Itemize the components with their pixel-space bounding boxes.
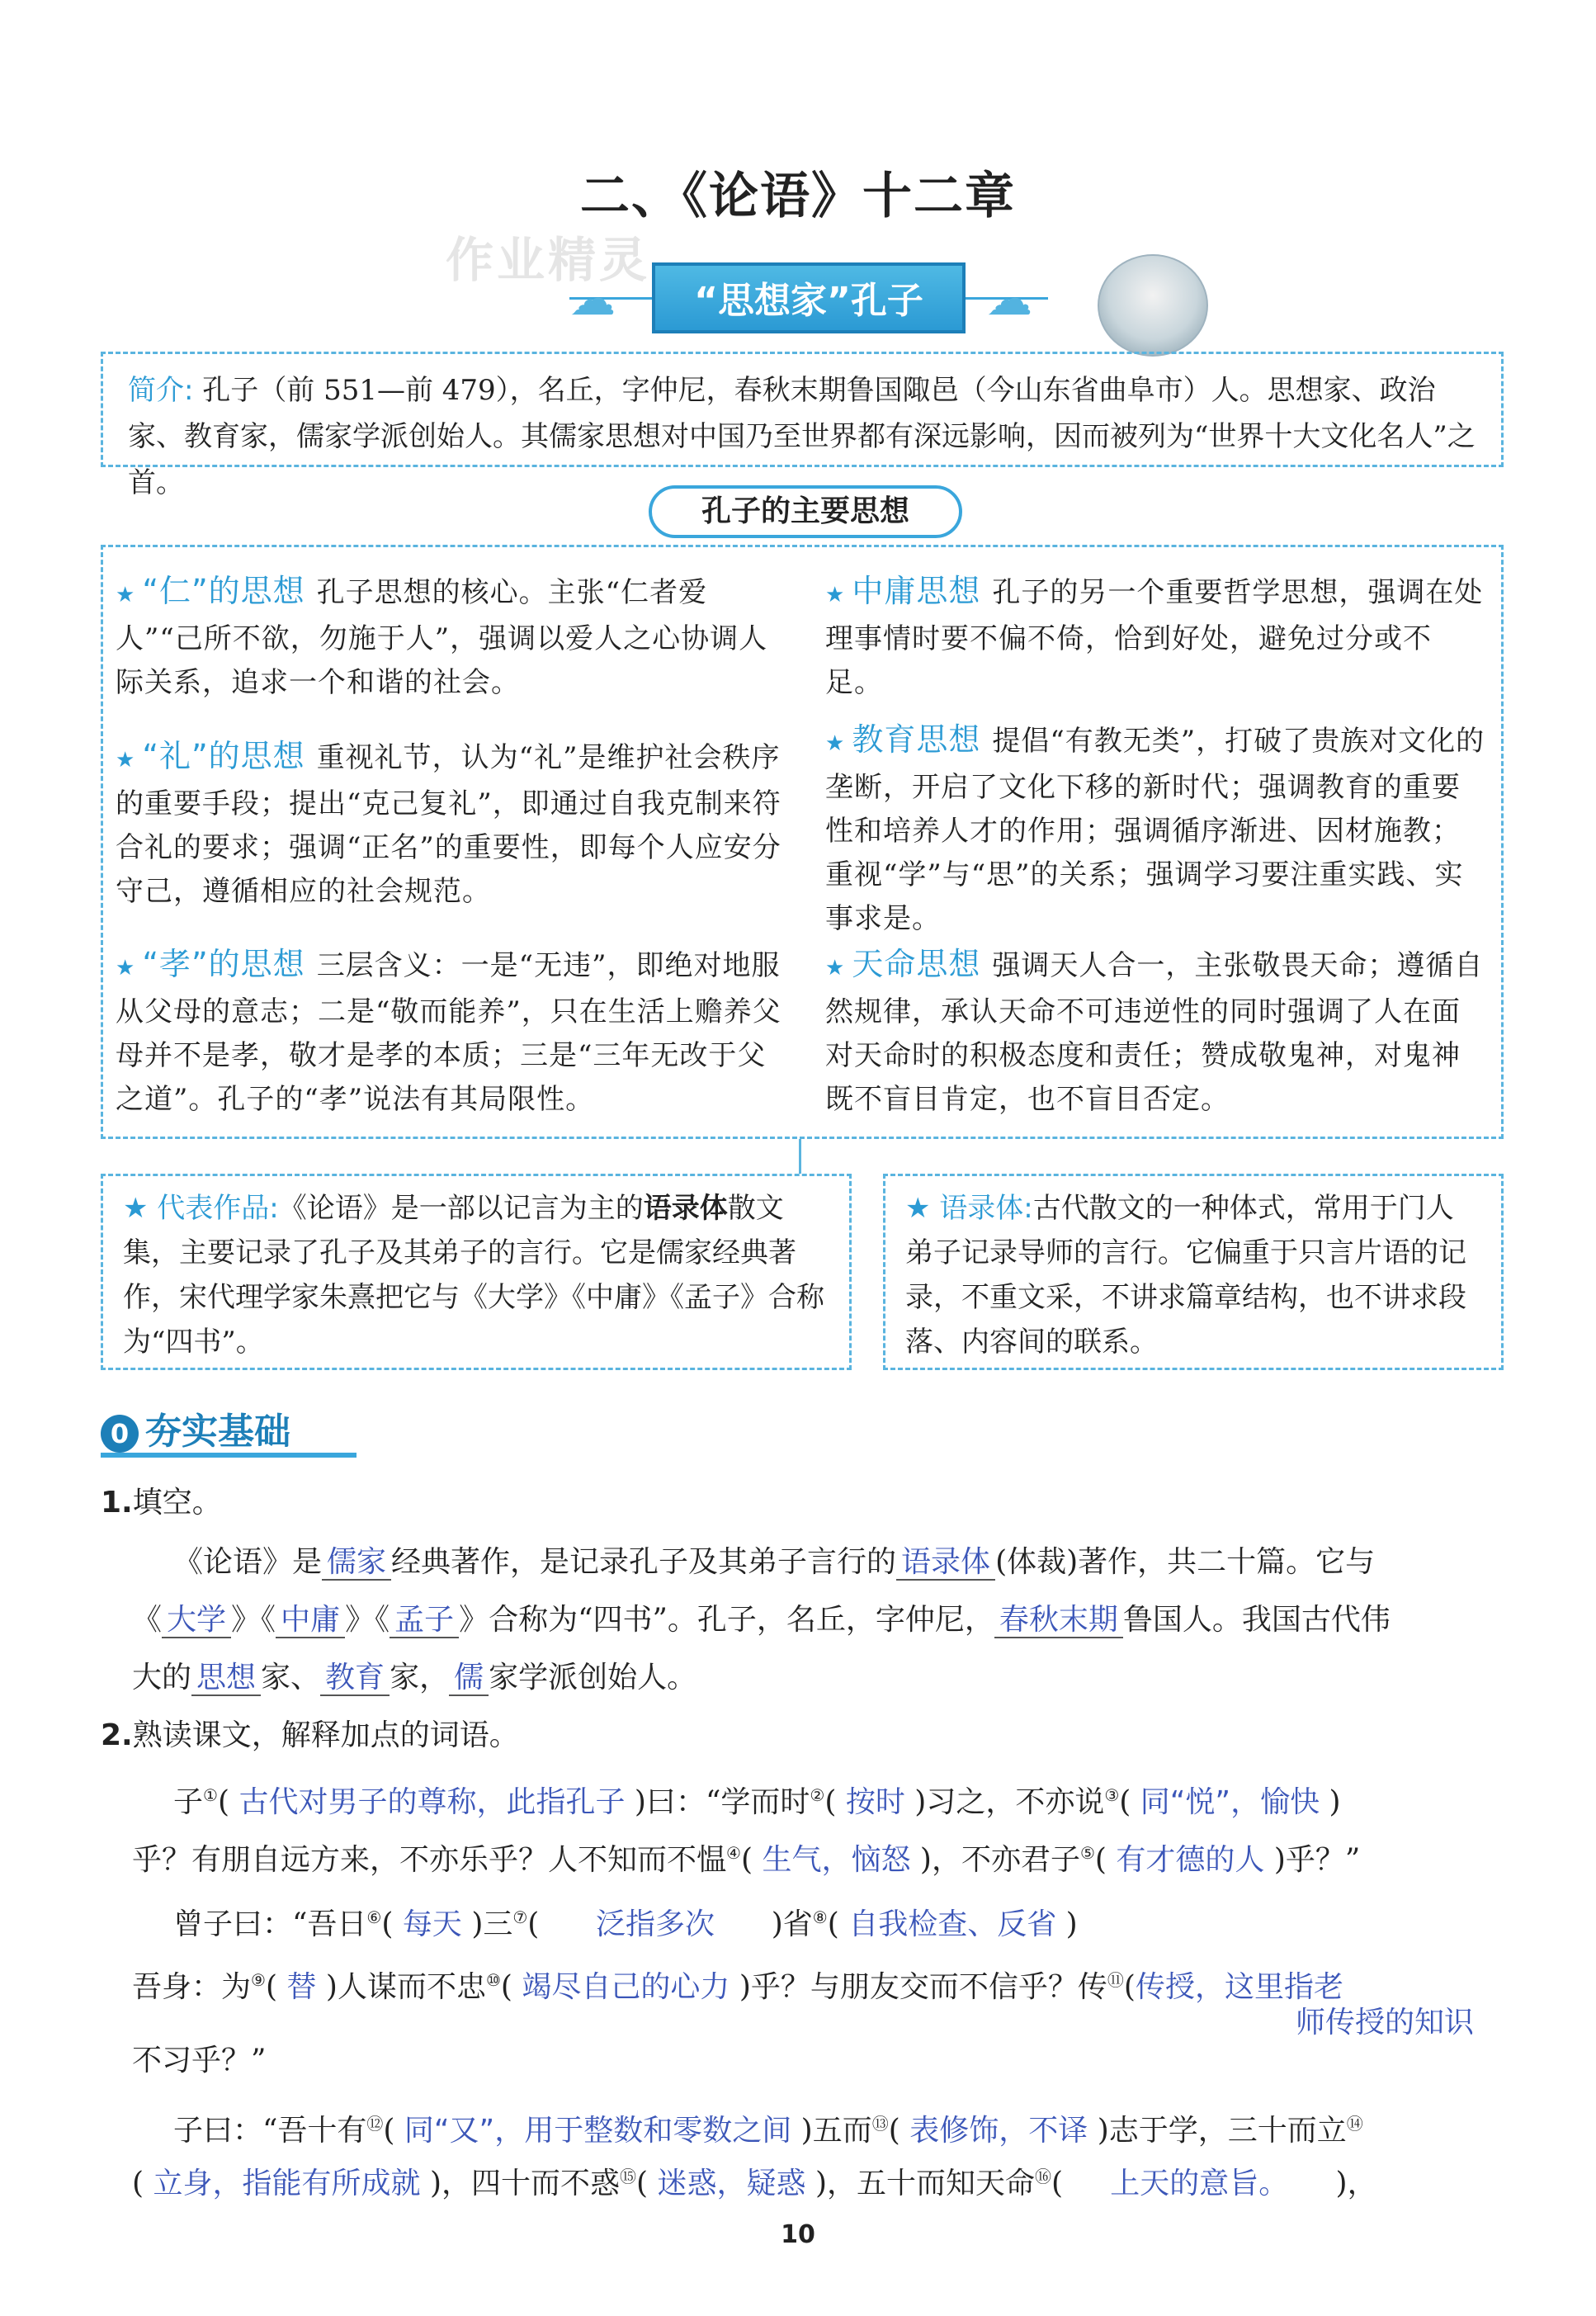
work-box [101,1174,852,1370]
star-icon: ★ [905,1192,931,1225]
text: 乎？有朋自远方来，不亦乐乎？人不知而不愠 [132,1843,727,1877]
answer-blank[interactable]: 思想 [191,1661,261,1696]
footnote-mark: ⑪ [1107,1970,1124,1990]
footnote-mark: ④ [726,1843,741,1863]
text: 曾子曰：“吾日 [173,1907,367,1941]
text: 子曰：“吾十有 [173,2114,367,2148]
q2-line-1: 子①( 古代对男子的尊称，此指孔子 )曰：“学而时②( 按时 )习之，不亦说③( 同“悦”，愉快 ) [173,1785,1341,1819]
text: 吾身：为 [132,1970,252,2004]
footnote-mark: ⑨ [251,1970,266,1990]
idea-head: “孝”的思想 [142,946,305,982]
idea-text: 强调天人合一，主张敬畏天命；遵循自然规律，承认天命不可违逆性的同时强调了人在面对天命时的积极态度和责任；赞成敬鬼神，对鬼神既不盲目肯定，也不盲目否定。 [825,949,1484,1116]
text: )习之，不亦说 [914,1785,1105,1819]
star-icon: ★ [116,583,136,607]
answer-text[interactable]: 迷惑，疑惑 [657,2167,806,2200]
star-icon: ★ [123,1192,149,1225]
section-number: 0 [101,1415,139,1453]
q2-line-2: 乎？有朋自远方来，不亦乐乎？人不知而不愠④( 生气，恼怒 )，不亦君子⑤( 有才德的人 )乎？” [132,1843,1361,1877]
idea-education [825,718,1485,941]
answer-text[interactable]: 泛指多次 [596,1907,715,1941]
text: 家学派创始人。 [489,1661,697,1694]
q2-line-4: 吾身：为⑨( 替 )人谋而不忠⑩( 竭尽自己的心力 )乎？与朋友交而不信乎？传⑪(传授，这里指老 [132,1970,1343,2004]
answer-blank[interactable]: 大学 [162,1603,231,1638]
q1-line-3 [132,1656,696,1700]
text: )三 [471,1907,513,1941]
cloud-right-icon: ☁ [986,272,1032,326]
question-number: 1. [101,1486,133,1520]
answer-text[interactable]: 竭尽自己的心力 [522,1970,730,2004]
idea-zhongyong [825,570,1485,705]
idea-head: “礼”的思想 [142,738,305,774]
answer-text[interactable]: 有才德的人 [1116,1843,1265,1877]
answer-text[interactable]: 生气，恼怒 [762,1843,911,1877]
answer-blank[interactable]: 儒家 [322,1545,391,1581]
q1-line-1 [173,1540,1375,1585]
intro-label: 简介: [128,374,194,407]
answer-blank[interactable]: 语录体 [896,1545,995,1581]
answer-text[interactable]: 同“悦”，愉快 [1140,1785,1320,1819]
q2-line-5 [1296,2001,1474,2045]
text: 《 [132,1603,163,1637]
text: 家， [390,1661,450,1694]
star-icon: ★ [116,956,136,981]
q1-line-2 [132,1598,1391,1642]
text: 鲁国人。我国古代伟 [1122,1603,1391,1637]
footnote-mark: ⑧ [812,1907,828,1927]
footnote-mark: ⑩ [485,1970,501,1990]
section-title: 夯实基础 [145,1411,290,1453]
footnote-mark: ③ [1104,1785,1120,1805]
text: )乎？与朋友交而不信乎？传 [739,1970,1107,2004]
footnote-mark: ⑫ [366,2114,384,2134]
question-1-title [101,1481,222,1525]
text: 《论语》是 [173,1545,323,1579]
star-icon: ★ [825,731,846,756]
text: 》《 [345,1603,390,1637]
text: (体裁)著作，共二十篇。它与 [995,1545,1376,1579]
work-text-post: 散文集，主要记录了孔子及其弟子的言行。它是儒家经典著作，宋代理学家朱熹把它与《大学》《中庸》《孟子》合称为“四书”。 [123,1192,824,1359]
answer-text[interactable]: 师传授的知识 [1296,2006,1475,2039]
text: )， [1335,2167,1377,2200]
answer-blank[interactable]: 春秋末期 [994,1603,1123,1638]
answer-text[interactable]: 立身，指能有所成就 [153,2167,421,2200]
page-title: 二、《论语》十二章 [580,168,1016,225]
question-2-title [101,1713,519,1758]
watermark: 作业精灵 [446,232,651,288]
confucius-portrait-icon [1098,254,1208,357]
work-text-bold: 语录体 [643,1192,728,1225]
idea-text: 孔子的另一个重要哲学思想，强调在处理事情时要不偏不倚，恰到好处，避免过分或不足。 [825,576,1484,699]
text: )，四十而不惑 [429,2167,621,2200]
question-text: 填空。 [132,1486,222,1520]
text: 》合称为“四书”。孔子，名丘，字仲尼， [459,1603,994,1637]
idea-head: 中庸思想 [852,573,981,609]
answer-text[interactable]: 按时 [845,1785,905,1819]
definition-text: 古代散文的一种体式，常用于门人弟子记录导师的言行。它偏重于只言片语的记录，不重文采，不讲求篇章结构，也不讲求段落、内容间的联系。 [905,1192,1466,1359]
text: )志于学，三十而立 [1097,2114,1347,2148]
answer-text[interactable]: 同“又”，用于整数和零数之间 [404,2114,792,2148]
text: 子 [173,1785,204,1819]
idea-xiao [116,943,792,1122]
footnote-mark: ① [203,1785,218,1805]
idea-head: 教育思想 [852,721,981,758]
star-icon: ★ [116,748,136,773]
text: 》《 [231,1603,276,1637]
text: 不习乎？” [132,2044,267,2077]
idea-head: 天命思想 [852,946,981,982]
q2-line-3: 曾子曰：“吾日⑥( 每天 )三⑦( 泛指多次 )省⑧( 自我检查、反省 ) [173,1907,1078,1941]
answer-blank[interactable]: 儒 [449,1661,489,1696]
text: )人谋而不忠 [325,1970,486,2004]
work-label: 代表作品: [157,1192,279,1225]
connector-line [799,1139,801,1174]
work-text-pre: 《论语》是一部以记言为主的 [278,1192,644,1225]
answer-text[interactable]: 上天的意旨。 [1110,2167,1289,2200]
idea-head: “仁”的思想 [142,573,305,609]
idea-text: 重视礼节，认为“礼”是维护社会秩序的重要手段；提出“克己复礼”，即通过自我克制来符合礼的要求；强调“正名”的重要性，即每个人应安分守己，遵循相应的社会规范。 [116,741,781,908]
idea-li [116,735,792,914]
ideas-title: 孔子的主要思想 [649,485,962,538]
intro-text: 孔子（前 551—前 479），名丘，字仲尼，春秋末期鲁国陬邑（今山东省曲阜市）人。思想家、政治家、教育家，儒家学派创始人。其儒家思想对中国乃至世界都有深远影响，因而被列为“世界十大文化名人”之首。 [128,374,1476,499]
text: )省 [771,1907,813,1941]
question-number: 2. [101,1718,133,1752]
footnote-mark: ⑥ [366,1907,382,1927]
answer-blank[interactable]: 中庸 [276,1603,345,1638]
footnote-mark: ⑤ [1079,1843,1095,1863]
answer-blank[interactable]: 孟子 [390,1603,459,1638]
answer-text[interactable]: 表修饰，不译 [909,2114,1088,2148]
cloud-left-icon: ☁ [569,272,616,326]
answer-text[interactable]: 替 [286,1970,317,2004]
q2-line-7: 子曰：“吾十有⑫( 同“又”，用于整数和零数之间 )五而⑬( 表修饰，不译 )志于学，三十而立⑭ [173,2114,1363,2148]
text: )曰：“学而时 [634,1785,810,1819]
text: )，五十而知天命 [815,2167,1036,2200]
footnote-mark: ⑭ [1346,2114,1363,2134]
text: )，不亦君子 [919,1843,1080,1877]
star-icon: ★ [825,956,846,981]
q2-line-8: ( 立身，指能有所成就 )，四十而不惑⑮( 迷惑，疑惑 )，五十而知天命⑯( 上天的意旨。 )， [132,2167,1377,2200]
idea-tianming [825,943,1485,1122]
answer-text[interactable]: 古代对男子的尊称，此指孔子 [238,1785,626,1819]
text: 家、 [261,1661,321,1694]
definition-box [883,1174,1504,1370]
idea-text: 孔子思想的核心。主张“仁者爱人”“己所不欲，勿施于人”，强调以爱人之心协调人际关系，追求一个和谐的社会。 [116,576,768,699]
text: 大的 [132,1661,192,1694]
answer-text[interactable]: 每天 [402,1907,462,1941]
footnote-mark: ② [810,1785,825,1805]
star-icon: ★ [825,583,846,607]
answer-blank[interactable]: 教育 [320,1661,390,1696]
definition-label: 语录体: [939,1192,1033,1225]
text: )五而 [800,2114,872,2148]
section-underline [101,1453,357,1458]
answer-text[interactable]: 传授，这里指老 [1135,1970,1343,2004]
q2-line-6 [132,2039,266,2083]
thinker-banner: “思想家”孔子 [652,262,966,333]
text: 经典著作，是记录孔子及其弟子言行的 [391,1545,897,1579]
footnote-mark: ⑦ [512,1907,528,1927]
question-text: 熟读课文，解释加点的词语。 [132,1718,519,1752]
text: )乎？” [1273,1843,1361,1877]
section-header [101,1401,290,1459]
page-number: 10 [781,2220,815,2249]
answer-text[interactable]: 自我检查、反省 [848,1907,1057,1941]
footnote-mark: ⑯ [1035,2167,1052,2186]
footnote-mark: ⑮ [620,2167,637,2186]
idea-text: 三层含义：一是“无违”，即绝对地服从父母的意志；二是“敬而能养”，只在生活上赡养父母并不是孝，敬才是孝的本质；三是“三年无改于父之道”。孔子的“孝”说法有其局限性。 [116,949,781,1116]
idea-ren [116,570,792,705]
intro-box [101,352,1504,499]
idea-text: 提倡“有教无类”，打破了贵族对文化的垄断，开启了文化下移的新时代；强调教育的重要性和培养人才的作用；强调循序渐进、因材施教；重视“学”与“思”的关系；强调学习要注重实践、实事求是。 [825,725,1485,935]
footnote-mark: ⑬ [871,2114,889,2134]
